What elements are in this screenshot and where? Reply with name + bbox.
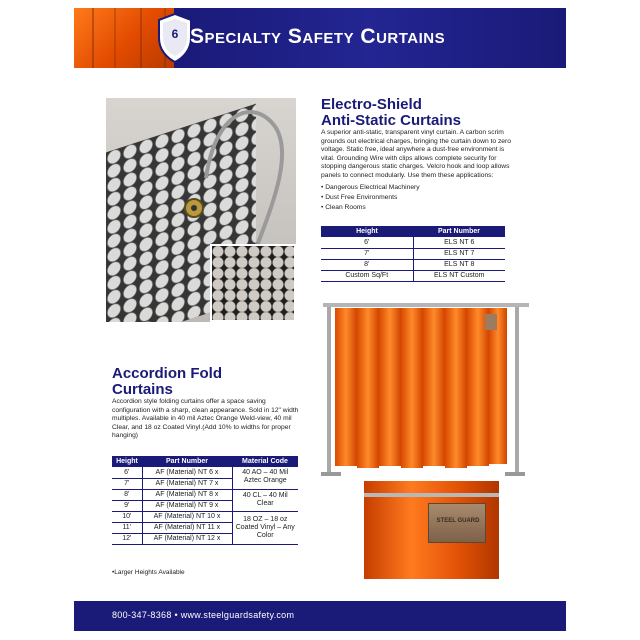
footer-contact: 800-347-8368 • www.steelguardsafety.com bbox=[112, 610, 295, 620]
accordion-description: Accordion style folding curtains offer a space saving configuration with a sharp, clean appearance. Sold in 12" width multiples. Available in 40 mil Aztec Orange Weld-view, 40 mil Clear, and 18 oz Coated Vinyl.(Add 10% to widths for proper hanging) bbox=[112, 398, 299, 440]
column-header: Part Number bbox=[413, 226, 505, 237]
material-cell: 40 CL – 40 Mil Clear bbox=[232, 489, 298, 511]
page-number: 6 bbox=[171, 27, 179, 41]
column-header: Height bbox=[112, 456, 142, 467]
accordion-heading: Accordion Fold Curtains bbox=[112, 365, 222, 398]
applications-list bbox=[321, 183, 420, 213]
column-header: Height bbox=[321, 226, 413, 237]
curtain-tag-closeup-photo bbox=[363, 480, 500, 580]
table-row: 7' AF (Material) NT 7 x bbox=[112, 478, 298, 489]
column-header: Material Code bbox=[232, 456, 298, 467]
table-row: 8' ELS NT 8 bbox=[321, 259, 505, 270]
page-footer bbox=[74, 601, 566, 631]
table-row: 10' AF (Material) NT 10 x 18 OZ – 18 oz Coated Vinyl – Any Color bbox=[112, 511, 298, 522]
material-cell: 18 OZ – 18 oz Coated Vinyl – Any Color bbox=[232, 511, 298, 544]
accordion-table bbox=[112, 456, 298, 545]
steel-guard-logo: STEEL GUARD bbox=[428, 503, 486, 543]
table-row: 12' AF (Material) NT 12 x bbox=[112, 533, 298, 544]
accordion-curtain-photo bbox=[321, 294, 531, 480]
table-row: 9' AF (Material) NT 9 x bbox=[112, 500, 298, 511]
list-item: • Clean Rooms bbox=[321, 203, 420, 213]
table-row: Custom Sq/Ft ELS NT Custom bbox=[321, 270, 505, 281]
column-header: Part Number bbox=[142, 456, 232, 467]
table-row: 6' ELS NT 6 bbox=[321, 237, 505, 248]
table-row: 7' ELS NT 7 bbox=[321, 248, 505, 259]
material-cell: 40 AO – 40 Mil Aztec Orange bbox=[232, 467, 298, 489]
mesh-closeup-inset bbox=[210, 244, 296, 322]
table-row: 11' AF (Material) NT 11 x bbox=[112, 522, 298, 533]
table-row: 6' AF (Material) NT 6 x 40 AO – 40 Mil Aztec Orange bbox=[112, 467, 298, 478]
electro-shield-heading: Electro-Shield Anti-Static Curtains bbox=[321, 96, 462, 129]
shield-icon bbox=[156, 12, 194, 64]
table-row: 8' AF (Material) NT 8 x 40 CL – 40 Mil Clear bbox=[112, 489, 298, 500]
page-header bbox=[74, 8, 566, 68]
electro-shield-description: A superior anti-static, transparent vinyl curtain. A carbon scrim grounds out electrical charges, bringing the curtain down to zero voltage. Static free, ideal anywhere a dust-free environment is vital. Grounding Wire with clips allows complete security for stopping dangerous static charges. Velcro hook and loop allows panels to connect modularly. Use them these applications: bbox=[321, 129, 511, 179]
footnote: •Larger Heights Available bbox=[112, 569, 185, 576]
list-item: • Dangerous Electrical Machinery bbox=[321, 183, 420, 193]
list-item: • Dust Free Environments bbox=[321, 193, 420, 203]
page-title: Specialty Safety Curtains bbox=[190, 25, 446, 48]
electro-shield-table bbox=[321, 226, 505, 282]
anti-static-curtain-photo bbox=[106, 98, 296, 322]
